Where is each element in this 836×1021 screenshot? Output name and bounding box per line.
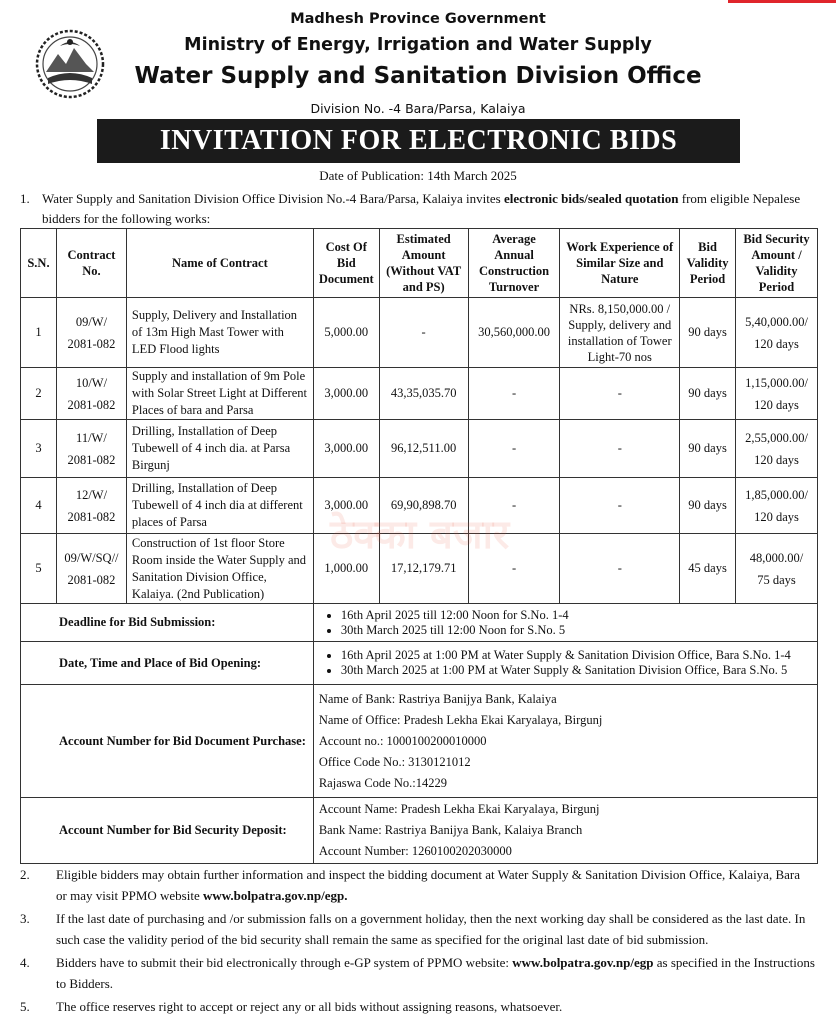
header-sn: S.N. [21, 229, 57, 298]
note-line [56, 885, 820, 906]
watermark-text: ठेक्का बजार [330, 512, 510, 558]
account-line: Account Name: Pradesh Lekha Ekai Karyalaya, Birgunj [318, 802, 600, 816]
row-contract-no [56, 420, 126, 478]
security-period: 120 days [754, 336, 799, 351]
note-text: as specified in the Instructions [653, 955, 815, 970]
corner-accent-line [728, 0, 836, 3]
row-security [736, 368, 818, 420]
row-experience: - [560, 368, 680, 420]
row-turnover: - [468, 478, 560, 534]
row-contract-no [56, 534, 126, 604]
row-sn: 4 [21, 478, 57, 534]
intro-number: 1. [20, 191, 30, 206]
purchase-account-label: Account Number for Bid Document Purchase: [21, 685, 314, 798]
header-estimated: Estimated Amount (Without VAT and PS) [379, 229, 468, 298]
row-cost: 3,000.00 [313, 478, 379, 534]
row-security [736, 534, 818, 604]
security-amount: 2,55,000.00/ [745, 430, 808, 445]
contract-no-part2: 2081-082 [67, 509, 116, 524]
row-validity: 90 days [680, 478, 736, 534]
note-line: such case the validity period of the bid security shall remain the same as specified for the original last date of bid submission. [56, 932, 709, 947]
table-row [21, 420, 818, 478]
row-validity: 45 days [680, 534, 736, 604]
row-validity: 90 days [680, 420, 736, 478]
row-contract-no [56, 478, 126, 534]
row-estimated: 43,35,035.70 [379, 368, 468, 420]
contract-no-part2: 2081-082 [67, 336, 116, 351]
row-sn: 5 [21, 534, 57, 604]
account-line: Bank Name: Rastriya Banijya Bank, Kalaiya Branch [318, 823, 583, 837]
account-line: Name of Bank: Rastriya Banijya Bank, Kalaiya [318, 691, 557, 706]
row-cost: 5,000.00 [313, 298, 379, 368]
security-account-values [313, 798, 817, 864]
row-contract-no [56, 298, 126, 368]
intro-text: Water Supply and Sanitation Division Office Division No.-4 Bara/Parsa, Kalaiya invites [42, 191, 504, 206]
table-row [21, 368, 818, 420]
intro-bold-text: electronic bids/sealed quotation [503, 191, 679, 206]
deadline-item: • 30th March 2025 till 12:00 Noon for S.No. 5 [341, 623, 812, 638]
opening-item: • 16th April 2025 at 1:00 PM at Water Supply & Sanitation Division Office, Bara S.No. 1-4 [341, 648, 812, 663]
row-estimated: 69,90,898.70 [379, 478, 468, 534]
purchase-account-row [21, 685, 818, 798]
account-line: Name of Office: Pradesh Lekha Ekai Karyalaya, Birgunj [318, 712, 603, 727]
security-period: 120 days [754, 397, 799, 412]
row-sn: 3 [21, 420, 57, 478]
security-amount: 5,40,000.00/ [745, 314, 808, 329]
security-amount: 1,85,000.00/ [745, 487, 808, 502]
note-line: Eligible bidders may obtain further information and inspect the bidding document at Water Supply & Sanitation Division Office, Kalaiya, Bara [56, 867, 800, 882]
row-estimated: 96,12,511.00 [379, 420, 468, 478]
note-item [20, 908, 820, 950]
intro-line-1 [42, 189, 820, 209]
intro-line-2: bidders for the following works: [42, 211, 211, 226]
note-item [20, 996, 820, 1017]
intro-text-after: from eligible Nepalese [678, 191, 801, 206]
ministry-title: Ministry of Energy, Irrigation and Water Supply [184, 35, 652, 55]
row-cost: 3,000.00 [313, 420, 379, 478]
header-turnover: Average Annual Construction Turnover [468, 229, 560, 298]
note-number: 2. [20, 867, 30, 882]
security-account-label: Account Number for Bid Security Deposit: [21, 798, 314, 864]
note-link: www.bolpatra.gov.np/egp [512, 955, 654, 970]
deadline-row [21, 604, 818, 642]
header-name: Name of Contract [126, 229, 313, 298]
opening-label: Date, Time and Place of Bid Opening: [21, 642, 314, 685]
row-contract-no [56, 368, 126, 420]
note-item [20, 864, 820, 906]
security-amount: 48,000.00/ [749, 550, 804, 565]
row-experience: NRs. 8,150,000.00 / Supply, delivery and installation of Tower Light-70 nos [560, 298, 680, 368]
header-security: Bid Security Amount / Validity Period [736, 229, 818, 298]
row-security [736, 420, 818, 478]
security-amount: 1,15,000.00/ [745, 375, 808, 390]
row-name: Drilling, Installation of Deep Tubewell of 4 inch dia. at Parsa Birgunj [126, 420, 313, 478]
note-number: 4. [20, 955, 30, 970]
row-validity: 90 days [680, 368, 736, 420]
row-name: Supply, Delivery and Installation of 13m High Mast Tower with LED Flood lights [126, 298, 313, 368]
deadline-label: Deadline for Bid Submission: [21, 604, 314, 642]
row-turnover: 30,560,000.00 [468, 298, 560, 368]
note-number: 5. [20, 999, 30, 1014]
row-security [736, 298, 818, 368]
row-validity: 90 days [680, 298, 736, 368]
account-line: Office Code No.: 3130121012 [318, 754, 471, 769]
row-experience: - [560, 420, 680, 478]
security-period: 120 days [754, 452, 799, 467]
note-text: Bidders have to submit their bid electronically through e-GP system of PPMO website: [56, 955, 513, 970]
table-header-row [21, 229, 818, 298]
security-account-row [21, 798, 818, 864]
note-number: 3. [20, 911, 30, 926]
security-period: 120 days [754, 509, 799, 524]
header-cost: Cost Of Bid Document [313, 229, 379, 298]
notice-banner: INVITATION FOR ELECTRONIC BIDS [97, 119, 740, 163]
contract-no-part2: 2081-082 [67, 397, 116, 412]
contract-no-part1: 09/W/SQ// [64, 550, 119, 565]
row-cost: 3,000.00 [313, 368, 379, 420]
note-line: The office reserves right to accept or reject any or all bids without assigning reasons, whatsoever. [56, 999, 563, 1014]
row-cost: 1,000.00 [313, 534, 379, 604]
note-text: or may visit PPMO website [56, 888, 203, 903]
row-experience: - [560, 478, 680, 534]
office-title: Water Supply and Sanitation Division Office [134, 63, 702, 89]
notes-list [20, 864, 820, 1019]
security-period: 75 days [757, 572, 796, 587]
opening-values [313, 642, 817, 685]
row-name: Supply and installation of 9m Pole with Solar Street Light at Different Places of bara and Parsa [126, 368, 313, 420]
contract-no-part1: 10/W/ [75, 375, 108, 390]
opening-item: • 30th March 2025 at 1:00 PM at Water Supply & Sanitation Division Office, Bara S.No. 5 [341, 663, 812, 678]
purchase-account-values [313, 685, 817, 798]
row-name: Drilling, Installation of Deep Tubewell of 4 inch dia at different places of Parsa [126, 478, 313, 534]
note-item [20, 952, 820, 994]
account-line: Account no.: 1000100200010000 [318, 733, 487, 748]
table-row [21, 534, 818, 604]
deadline-values [313, 604, 817, 642]
note-link: www.bolpatra.gov.np/egp. [202, 888, 348, 903]
row-turnover: - [468, 368, 560, 420]
row-turnover: - [468, 420, 560, 478]
row-estimated: - [379, 298, 468, 368]
division-subtitle: Division No. -4 Bara/Parsa, Kalaiya [310, 101, 526, 116]
deadline-item: • 16th April 2025 till 12:00 Noon for S.No. 1-4 [341, 608, 812, 623]
header-contract-no: Contract No. [56, 229, 126, 298]
bids-table [20, 228, 818, 864]
publication-date: Date of Publication: 14th March 2025 [319, 168, 517, 183]
province-title: Madhesh Province Government [290, 11, 546, 27]
row-sn: 2 [21, 368, 57, 420]
row-experience: - [560, 534, 680, 604]
row-sn: 1 [21, 298, 57, 368]
note-line: If the last date of purchasing and /or submission falls on a government holiday, then the next working day shall be considered as the last date. In [56, 911, 806, 926]
account-line: Rajaswa Code No.:14229 [318, 775, 447, 790]
header-experience: Work Experience of Similar Size and Nature [560, 229, 680, 298]
contract-no-part1: 12/W/ [75, 487, 108, 502]
row-security [736, 478, 818, 534]
note-line [56, 952, 820, 973]
contract-no-part2: 2081-082 [67, 452, 116, 467]
row-turnover: - [468, 534, 560, 604]
account-line: Account Number: 1260100202030000 [318, 844, 512, 858]
row-name: Construction of 1st floor Store Room inside the Water Supply and Sanitation Division Office, Kalaiya. (2nd Publication) [126, 534, 313, 604]
contract-no-part2: 2081-082 [67, 572, 116, 587]
contract-no-part1: 09/W/ [75, 314, 108, 329]
note-line: to Bidders. [56, 976, 114, 991]
contract-no-part1: 11/W/ [76, 430, 107, 445]
opening-row [21, 642, 818, 685]
header-validity: Bid Validity Period [680, 229, 736, 298]
table-row [21, 478, 818, 534]
row-estimated: 17,12,179.71 [379, 534, 468, 604]
intro-paragraph [20, 189, 820, 229]
table-row [21, 298, 818, 368]
